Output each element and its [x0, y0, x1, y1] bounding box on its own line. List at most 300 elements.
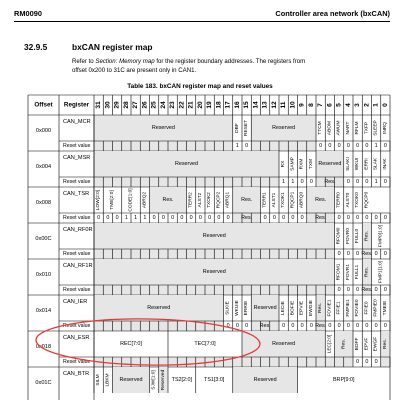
register-field: TTCM — [318, 121, 324, 135]
register-field: Reserved — [253, 305, 277, 311]
reset-reserved-shade — [168, 249, 177, 259]
reset-bit-value: 0 — [115, 215, 119, 221]
register-field: REC[7:0] — [120, 341, 142, 347]
intro-text-pre: Refer to — [72, 58, 96, 65]
register-field: Res. — [364, 267, 370, 277]
section-number: 32.9.5 — [24, 42, 48, 52]
register-field: Reserved — [151, 125, 175, 131]
register-field: LBKM — [105, 373, 111, 387]
register-field: FMP0[1:0] — [378, 224, 384, 248]
intro-text-post: for the register boundary addresses. The registers from — [154, 58, 306, 65]
reset-reserved-shade — [381, 357, 390, 367]
reset-reserved-shade — [113, 249, 122, 259]
reset-reserved-shade — [325, 285, 334, 295]
reset-bit-value: 0 — [217, 215, 221, 221]
register-field: Res. — [162, 197, 174, 203]
register-field: LOW[2:0] — [96, 189, 102, 211]
reset-reserved-shade — [187, 321, 196, 331]
reset-bit-value: 0 — [337, 287, 341, 293]
bit-number-header: 20 — [196, 101, 204, 109]
reset-bit-value: 0 — [374, 323, 378, 329]
register-field: EPVF — [364, 337, 370, 351]
reset-reserved-shade — [205, 249, 214, 259]
reset-reserved-shade — [316, 285, 325, 295]
reset-reserved-shade — [196, 357, 205, 367]
reset-reserved-shade — [159, 141, 168, 151]
reset-reserved-shade — [242, 177, 251, 187]
reset-bit-value: 0 — [198, 215, 202, 221]
row-offset: 0x01C — [35, 380, 52, 387]
reset-bit-value: 0 — [106, 215, 110, 221]
reset-reserved-shade — [307, 285, 316, 295]
reset-reserved-shade — [205, 177, 214, 187]
reset-reserved-shade — [103, 177, 112, 187]
section-title: bxCAN register map — [72, 42, 153, 52]
reset-reserved-shade — [270, 285, 279, 295]
intro-text-line2: offset 0x200 to 31C are present only in CAN1. — [72, 67, 197, 75]
reset-value-label: Reset value — [63, 215, 91, 221]
reset-bit-value: 0 — [365, 359, 369, 365]
register-field: ALST2 — [197, 192, 203, 208]
register-name: CAN_MCR — [63, 119, 91, 125]
register-field: RXM — [299, 158, 305, 170]
register-field: TXM — [308, 158, 314, 170]
register-name: CAN_RF0R — [63, 227, 93, 233]
bit-number-header: 2 — [363, 103, 371, 107]
reset-reserved-shade — [270, 249, 279, 259]
reset-reserved-shade — [131, 177, 140, 187]
register-field: FFIE0 — [364, 301, 370, 315]
register-field: Reserved — [147, 305, 171, 311]
register-field: RFOM0 — [336, 227, 342, 245]
reset-value-label: Reset value — [63, 143, 91, 149]
bit-number-header: 29 — [113, 101, 121, 109]
column-header-register: Register — [63, 101, 90, 109]
reset-reserved-shade — [307, 357, 316, 367]
register-field: SLAK — [373, 157, 379, 171]
reset-bit-value: 0 — [356, 179, 360, 185]
reset-bit-value: 0 — [383, 215, 387, 221]
reset-reserved-shade — [159, 285, 168, 295]
table-caption: Table 183. bxCAN register map and reset values — [127, 83, 273, 90]
register-field: FOVIE1 — [327, 299, 333, 317]
register-field: Reserved — [318, 161, 342, 167]
reset-reserved-shade — [261, 285, 270, 295]
reset-bit-value: 0 — [337, 143, 341, 149]
reset-reserved-shade — [214, 285, 223, 295]
register-field: ERRIE — [244, 300, 250, 316]
reset-bit-value: 0 — [374, 251, 378, 257]
register-field: AWUM — [336, 120, 342, 136]
reset-bit-value: 0 — [226, 323, 230, 329]
register-field: NART — [345, 121, 351, 135]
reset-reserved-shade — [233, 249, 242, 259]
register-field: Res. — [318, 303, 324, 313]
reset-reserved-shade — [288, 285, 297, 295]
memory-map-link[interactable]: Section: Memory map — [95, 58, 155, 65]
reset-reserved-shade — [261, 357, 270, 367]
bit-number-header: 4 — [344, 103, 352, 107]
register-field: TXOK0 — [355, 192, 361, 208]
register-field: Res. — [382, 339, 388, 349]
reset-bit-value: 0 — [356, 251, 360, 257]
reset-bit-value: 0 — [337, 251, 341, 257]
register-field: FULL1 — [355, 264, 361, 280]
reset-reserved-shade — [150, 141, 159, 151]
reset-value-label: Reset value — [63, 359, 91, 365]
bit-number-header: 10 — [289, 101, 297, 109]
reset-reserved-shade — [261, 249, 270, 259]
register-field: SLKIE — [225, 301, 231, 315]
reset-bit-value: 0 — [328, 143, 332, 149]
reset-reserved-shade — [288, 249, 297, 259]
register-field: RQCP2 — [216, 191, 222, 209]
reset-bit-value: 0 — [328, 323, 332, 329]
reset-bit-value: 0 — [337, 215, 341, 221]
register-field: FULL0 — [355, 228, 361, 244]
reset-reserved-shade — [122, 141, 131, 151]
reset-reserved-shade — [131, 249, 140, 259]
reset-reserved-shade — [150, 249, 159, 259]
reset-reserved-shade — [177, 357, 186, 367]
reset-reserved-shade — [214, 141, 223, 151]
register-name: CAN_MSR — [63, 155, 91, 161]
reset-reserved-shade — [205, 285, 214, 295]
register-field: TS1[3:0] — [204, 377, 225, 383]
reset-reserved-shade — [159, 321, 168, 331]
register-field: RQCP1 — [290, 191, 296, 209]
reset-bit-value: 0 — [346, 143, 350, 149]
reset-bit-value: 0 — [356, 323, 360, 329]
reset-bit-value: 0 — [374, 287, 378, 293]
reset-bit-value: 1 — [282, 179, 286, 185]
reset-bit-value: Res. — [361, 251, 373, 257]
reset-value-label: Reset value — [63, 251, 91, 257]
reset-reserved-shade — [187, 141, 196, 151]
reset-reserved-shade — [94, 141, 103, 151]
bit-number-header: 12 — [270, 101, 278, 109]
register-field: RESET — [244, 120, 250, 136]
register-field: Reserved — [202, 233, 226, 239]
reset-reserved-shade — [150, 321, 159, 331]
reset-bit-value: 0 — [365, 143, 369, 149]
reset-reserved-shade — [288, 357, 297, 367]
bit-number-header: 7 — [317, 103, 325, 107]
reset-reserved-shade — [196, 177, 205, 187]
reset-reserved-shade — [168, 177, 177, 187]
reset-reserved-shade — [187, 357, 196, 367]
register-field: BRP[9:0] — [332, 377, 355, 383]
bit-number-header: 22 — [178, 101, 186, 109]
reset-reserved-shade — [122, 357, 131, 367]
register-field: RQCP0 — [364, 191, 370, 209]
reset-reserved-shade — [279, 285, 288, 295]
register-field: Reserved — [272, 341, 296, 347]
reset-reserved-shade — [177, 321, 186, 331]
register-field: LECIE — [281, 301, 287, 315]
reset-bit-value: 0 — [383, 287, 387, 293]
register-field: EWGIE — [308, 300, 314, 316]
register-field: CODE[1:0] — [128, 188, 134, 212]
register-field: Reserved — [272, 125, 296, 131]
reset-bit-value: Res. — [315, 215, 327, 221]
register-field: SILM — [96, 374, 102, 386]
reset-reserved-shade — [187, 285, 196, 295]
reset-reserved-shade — [113, 321, 122, 331]
reset-bit-value: 0 — [152, 215, 156, 221]
reset-reserved-shade — [94, 177, 103, 187]
bit-number-header: 18 — [215, 101, 223, 109]
register-field: TXFP — [364, 121, 370, 135]
reset-bit-value: 0 — [263, 215, 267, 221]
reset-reserved-shade — [168, 285, 177, 295]
reset-value-label: Reset value — [63, 287, 91, 293]
bit-number-header: 8 — [307, 103, 315, 107]
reset-reserved-shade — [94, 321, 103, 331]
register-field: EWGF — [373, 336, 379, 352]
reset-reserved-shade — [335, 357, 344, 367]
reset-reserved-shade — [316, 357, 325, 367]
register-field: TMEIE — [382, 300, 388, 316]
reset-reserved-shade — [103, 321, 112, 331]
reset-reserved-shade — [94, 285, 103, 295]
reset-value-label: Reset value — [63, 179, 91, 185]
reset-bit-value: 0 — [346, 323, 350, 329]
register-field: BOFF — [355, 337, 361, 351]
reset-bit-value: 0 — [365, 179, 369, 185]
reset-reserved-shade — [307, 249, 316, 259]
register-field: LEC[2:0] — [327, 334, 333, 354]
register-field: WKUIE — [234, 300, 240, 316]
reset-bit-value: Res. — [241, 215, 253, 221]
register-field: TME[2:0] — [110, 190, 115, 210]
reset-bit-value: 0 — [300, 215, 304, 221]
bit-number-header: 6 — [326, 103, 334, 107]
register-field: Reserved — [174, 161, 199, 167]
bit-number-header: 19 — [206, 101, 214, 109]
reset-bit-value: Res. — [361, 287, 373, 293]
reset-bit-value: 0 — [189, 215, 193, 221]
reset-value-label: Reset value — [63, 323, 91, 329]
reset-bit-value: 1 — [374, 143, 378, 149]
reset-bit-value: 0 — [374, 359, 378, 365]
register-field: RX — [281, 160, 287, 168]
reset-bit-value: 0 — [337, 323, 341, 329]
reset-reserved-shade — [224, 177, 233, 187]
reset-bit-value: 0 — [383, 323, 387, 329]
bit-number-header: 3 — [354, 103, 362, 107]
register-field: FFIE1 — [336, 301, 342, 315]
reset-bit-value: 1 — [374, 179, 378, 185]
reset-reserved-shade — [205, 321, 214, 331]
reset-reserved-shade — [298, 141, 307, 151]
reset-reserved-shade — [242, 249, 251, 259]
register-field: TERR1 — [262, 192, 268, 208]
row-offset: 0x010 — [35, 272, 52, 279]
reset-bit-value: 0 — [383, 143, 387, 149]
register-field: ABRQ0 — [299, 191, 305, 209]
register-field: Reserved — [160, 369, 166, 391]
reset-reserved-shade — [140, 249, 149, 259]
reset-bit-value: 0 — [346, 179, 350, 185]
reset-reserved-shade — [122, 321, 131, 331]
register-field: Res. — [241, 197, 253, 203]
register-field: Res. — [315, 197, 327, 203]
reset-bit-value: 0 — [291, 215, 295, 221]
reset-reserved-shade — [140, 177, 149, 187]
reset-reserved-shade — [242, 357, 251, 367]
register-field: ALST1 — [271, 192, 277, 208]
reset-reserved-shade — [214, 249, 223, 259]
register-field: Reserved — [253, 377, 277, 383]
register-field: Reserved — [119, 377, 143, 383]
register-field: ABOM — [327, 120, 333, 136]
reset-reserved-shade — [150, 177, 159, 187]
reset-reserved-shade — [279, 249, 288, 259]
reset-bit-value: 0 — [272, 215, 276, 221]
reset-bit-value: 0 — [97, 215, 101, 221]
header-chapter-title: Controller area network (bxCAN) — [275, 9, 390, 18]
reset-reserved-shade — [261, 177, 270, 187]
register-field: Reserved — [202, 269, 226, 275]
reset-bit-value: 0 — [356, 287, 360, 293]
register-field: Res. — [341, 339, 347, 349]
reset-reserved-shade — [122, 177, 131, 187]
register-field: TERR0 — [336, 192, 342, 208]
row-offset: 0x000 — [35, 128, 52, 135]
register-name: CAN_TSR — [63, 191, 90, 197]
reset-reserved-shade — [131, 285, 140, 295]
reset-reserved-shade — [159, 249, 168, 259]
reset-reserved-shade — [177, 177, 186, 187]
register-field: FOVR0 — [345, 228, 351, 244]
reset-bit-value: 0 — [309, 179, 313, 185]
reset-bit-value: 0 — [300, 323, 304, 329]
reset-reserved-shade — [251, 249, 260, 259]
bit-number-header: 16 — [233, 101, 241, 109]
reset-bit-value: 0 — [235, 323, 239, 329]
bit-number-header: 21 — [187, 101, 195, 109]
reset-bit-value: 0 — [245, 323, 249, 329]
register-field: SJW[1:0] — [151, 370, 157, 390]
reset-reserved-shade — [316, 249, 325, 259]
reset-reserved-shade — [270, 357, 279, 367]
reset-reserved-shade — [224, 141, 233, 151]
register-name: CAN_RF1R — [63, 263, 93, 269]
reset-reserved-shade — [298, 357, 307, 367]
bit-number-header: 11 — [280, 101, 288, 109]
bit-number-header: 1 — [372, 103, 380, 107]
register-field: SAMP — [290, 157, 296, 171]
register-field: SLAKI — [345, 157, 351, 171]
reset-reserved-shade — [307, 141, 316, 151]
reset-reserved-shade — [279, 141, 288, 151]
register-field: BOFIE — [290, 300, 296, 316]
reset-reserved-shade — [325, 357, 334, 367]
reset-bit-value: 1 — [134, 215, 138, 221]
reset-reserved-shade — [177, 249, 186, 259]
reset-reserved-shade — [187, 249, 196, 259]
reset-reserved-shade — [177, 285, 186, 295]
register-field: TXOK2 — [207, 192, 213, 208]
reset-reserved-shade — [261, 141, 270, 151]
reset-bit-value: 0 — [180, 215, 184, 221]
reset-reserved-shade — [298, 285, 307, 295]
bit-number-header: 30 — [104, 101, 112, 109]
register-field: FMPIE1 — [345, 299, 351, 317]
reset-bit-value: 0 — [319, 143, 323, 149]
reset-reserved-shade — [94, 249, 103, 259]
bit-number-header: 27 — [132, 101, 140, 109]
reset-bit-value: 0 — [374, 215, 378, 221]
reset-bit-value: 0 — [365, 215, 369, 221]
reset-reserved-shade — [279, 357, 288, 367]
reset-bit-value: Res. — [259, 323, 271, 329]
reset-reserved-shade — [224, 285, 233, 295]
reset-reserved-shade — [140, 321, 149, 331]
reset-reserved-shade — [177, 141, 186, 151]
row-offset: 0x00C — [35, 236, 52, 243]
bit-number-header: 31 — [95, 101, 103, 109]
register-name: CAN_IER — [63, 299, 88, 305]
register-field: RFLM — [355, 121, 361, 135]
reset-reserved-shade — [168, 141, 177, 151]
bit-number-header: 0 — [381, 103, 389, 107]
reset-bit-value: 1 — [235, 143, 239, 149]
register-field: ALST0 — [345, 192, 351, 208]
register-field: ERRI — [364, 158, 370, 170]
reset-bit-value: 0 — [171, 215, 175, 221]
reset-bit-value: 0 — [291, 323, 295, 329]
register-field: SLEEP — [373, 120, 379, 136]
reset-reserved-shade — [113, 177, 122, 187]
reset-reserved-shade — [233, 177, 242, 187]
reset-bit-value: 0 — [346, 287, 350, 293]
reset-reserved-shade — [298, 249, 307, 259]
reset-bit-value: 0 — [208, 215, 212, 221]
register-field: ABRQ1 — [225, 191, 231, 209]
register-field: DBF — [234, 123, 240, 133]
reset-reserved-shade — [196, 141, 205, 151]
reset-reserved-shade — [159, 177, 168, 187]
reset-reserved-shade — [325, 249, 334, 259]
header-document-id: RM0090 — [14, 9, 42, 18]
reset-reserved-shade — [344, 357, 353, 367]
register-field: INAK — [382, 158, 388, 170]
register-field: TXOK1 — [281, 192, 287, 208]
reset-reserved-shade — [103, 141, 112, 151]
reset-bit-value: 0 — [346, 251, 350, 257]
reset-bit-value: 1 — [124, 215, 128, 221]
bit-number-header: 17 — [224, 101, 232, 109]
bit-number-header: 26 — [141, 101, 149, 109]
bit-number-header: 28 — [122, 101, 130, 109]
row-offset: 0x014 — [35, 308, 52, 315]
reset-reserved-shade — [150, 285, 159, 295]
reset-reserved-shade — [131, 321, 140, 331]
reset-reserved-shade — [168, 321, 177, 331]
reset-reserved-shade — [196, 249, 205, 259]
reset-reserved-shade — [140, 285, 149, 295]
reset-reserved-shade — [103, 285, 112, 295]
register-field: FOVR1 — [345, 264, 351, 280]
reset-reserved-shade — [187, 177, 196, 187]
reset-bit-value: 0 — [282, 323, 286, 329]
reset-bit-value: 0 — [365, 323, 369, 329]
bit-number-header: 14 — [252, 101, 260, 109]
reset-reserved-shade — [242, 285, 251, 295]
reset-reserved-shade — [131, 357, 140, 367]
